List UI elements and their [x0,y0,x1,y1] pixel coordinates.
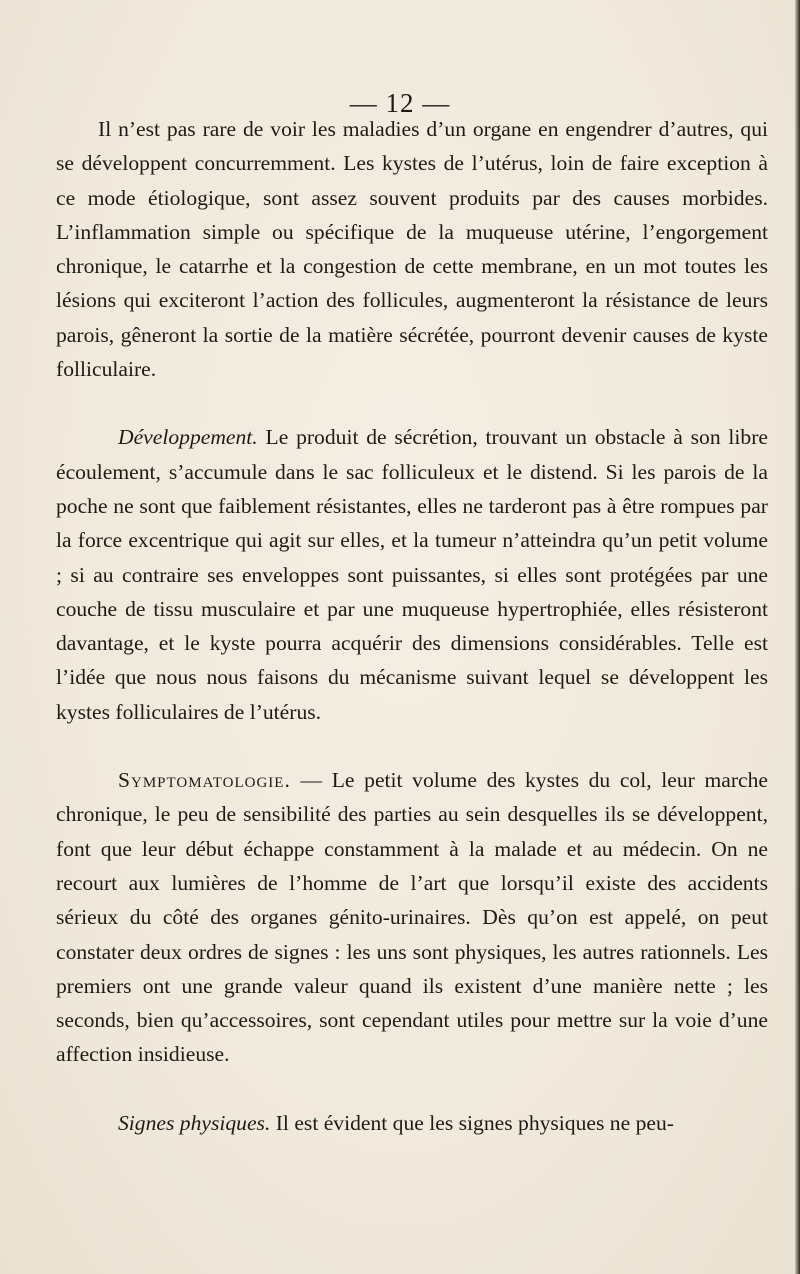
paragraph-text: Il est évident que les signes physiques ne peu- [270,1110,674,1135]
paragraph-text: Le produit de sécrétion, trouvant un obstacle à son libre écoulement, s’accumule dans le sac folliculeux et le distend. Si les parois de la poche ne sont que faiblement résistantes, elles ne tarderont pas à être rompues par la force excentrique qui agit sur elles, et la tumeur n’atteindra qu’un petit volume ; si au contraire ses enveloppes sont puissantes, si elles sont protégées par une couche de tissu musculaire et par une muqueuse hypertrophiée, elles résisteront davantage, et le kyste pourra acquérir des dimensions considérables. Telle est l’idée que nous nous faisons du mécanisme suivant lequel se développent les kystes folliculaires de l’utérus. [56,425,768,724]
paragraph-symptomatologie [56,763,768,1072]
section-heading-signes-physiques: Signes physiques. [118,1110,271,1135]
body-text [56,112,768,1140]
paragraph-text: Il n’est pas rare de voir les maladies d’un organe en engendrer d’autres, qui se développent concurremment. Les kystes de l’utérus, loin de faire exception à ce mode étiologique, sont assez souvent produits par des causes morbides. L’inflammation simple ou spécifique de la muqueuse utérine, l’engorgement chronique, le catarrhe et la congestion de cette membrane, en un mot toutes les lésions qui exciteront l’action des follicules, augmenteront la résistance de leurs parois, gêneront la sortie de la matière sécrétée, pourront devenir causes de kyste folliculaire. [56,117,768,382]
section-heading-developpement: Développement. [118,425,258,450]
paragraph-etiology [56,112,768,386]
paragraph-signes-physiques [56,1106,768,1140]
page-number: — 12 — [349,88,451,118]
paragraph-developpement [56,420,768,729]
section-heading-symptomatologie: Symptomatologie. [118,768,291,793]
paragraph-text: — Le petit volume des kystes du col, leur marche chronique, le peu de sensibilité des parties au sein desquelles ils se développent, font que leur début échappe constamment à la malade et au médecin. On ne recourt aux lumières de l’homme de l’art que lorsqu’il existe des accidents sérieux du côté des organes génito-urinaires. Dès qu’on est appelé, on peut constater deux ordres de signes : les uns sont physiques, les autres rationnels. Les premiers ont une grande valeur quand ils existent d’une manière nette ; les seconds, bien qu’accessoires, sont cependant utiles pour mettre sur la voie d’une affection insidieuse. [56,768,768,1067]
page-edge-shadow [795,0,800,1274]
